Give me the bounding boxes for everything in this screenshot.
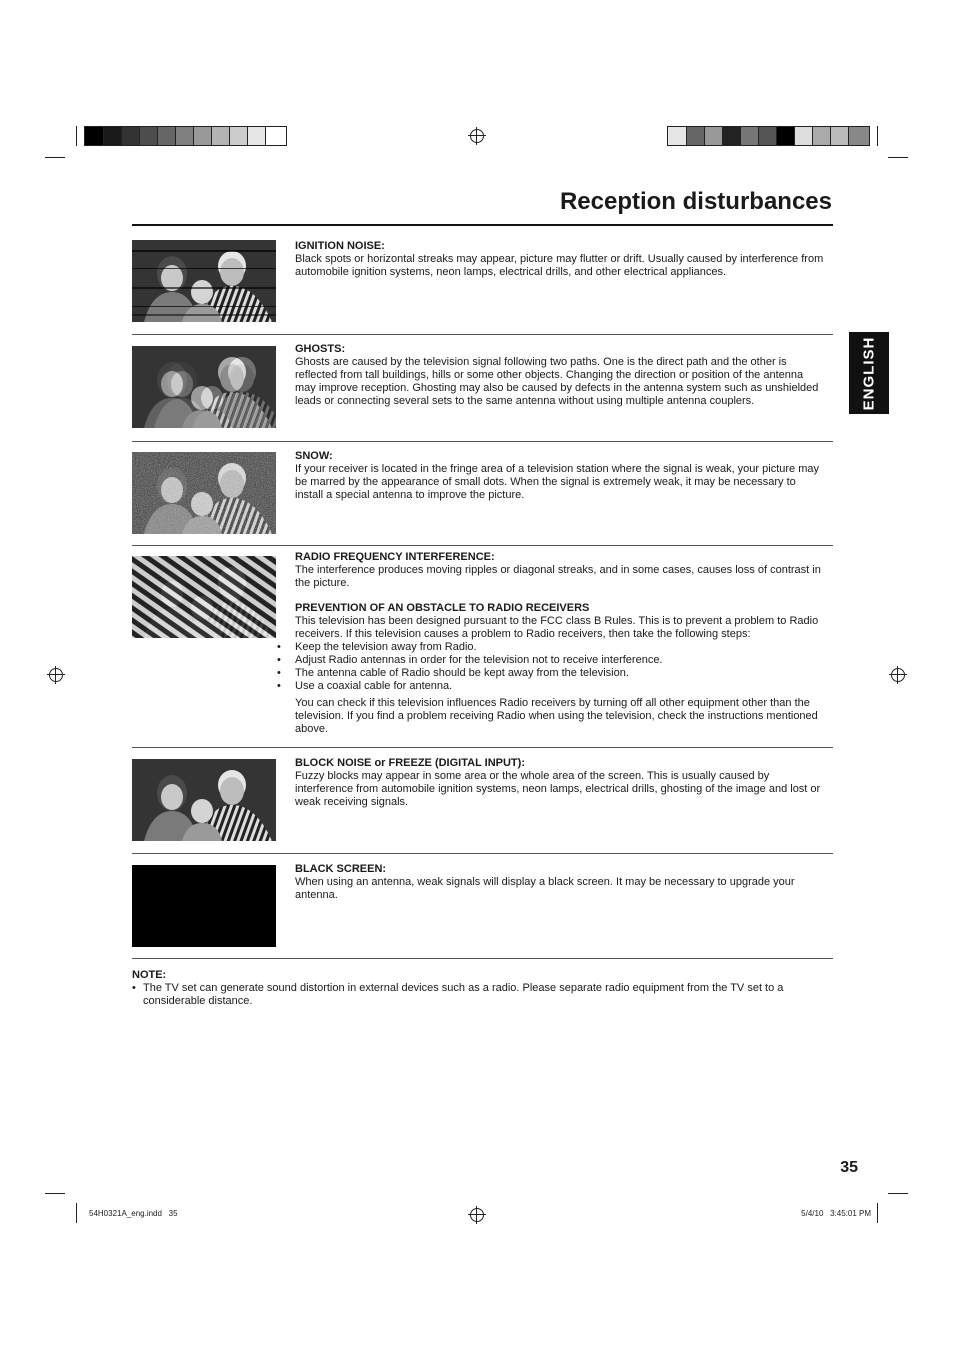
section-heading: IGNITION NOISE: [295,240,385,252]
section-radio-interference [295,551,825,736]
note-block [132,969,832,1008]
note-item: • The TV set can generate sound distortion in external devices such as a radio. Please separate radio equipment from the TV set to a considerable distance. [132,982,832,1008]
crop-mark [888,1193,908,1194]
list-item: • The antenna cable of Radio should be kept away from the television. [295,667,825,680]
section-body: If your receiver is located in the fringe area of a television station where the signal is weak, your picture may be marred by the appearance of small dots. When the signal is extremely weak, it may be necessary to install a special antenna to improve the picture. [295,463,819,501]
registration-mark-icon [891,668,905,682]
row-divider [132,545,833,546]
crop-mark [45,1193,65,1194]
language-tab-label: ENGLISH [860,336,878,410]
section-heading: SNOW: [295,450,333,462]
row-divider [132,334,833,335]
ghosts-picture [132,346,276,428]
crop-mark [877,126,878,146]
section-body: Ghosts are caused by the television signal following two paths. One is the direct path and the other is reflected from tall buildings, hills or some other objects. Changing the direction or position of the antenna may improve reception. Ghosting may also be caused by defects in the antenna system such as unshielded leads or connecting several sets to the same antenna without using multiple antenna couplers. [295,356,819,407]
section-heading: BLOCK NOISE or FREEZE (DIGITAL INPUT): [295,757,525,769]
title-rule [132,224,833,226]
row-divider [132,958,833,959]
list-item: • Use a coaxial cable for antenna. [295,680,825,693]
crop-mark [76,126,77,146]
crop-mark [888,157,908,158]
radio-interference-picture [132,556,276,638]
closing-paragraph: You can check if this television influences Radio receivers by turning off all other equipment other than the television. If you find a problem receiving Radio when using the television, check the instructions mentioned above. [295,697,818,735]
section-body: The interference produces moving ripples or diagonal streaks, and in some cases, causes loss of contrast in the picture. [295,564,821,589]
section-black-screen [295,863,825,902]
color-bar-right [667,126,870,146]
row-divider [132,747,833,748]
list-item: • Adjust Radio antennas in order for the television not to receive interference. [295,654,825,667]
page-number: 35 [840,1159,858,1176]
sub-heading: PREVENTION OF AN OBSTACLE TO RADIO RECEIVERS [295,602,590,614]
footer-file-name: 54H0321A_eng.indd 35 [89,1209,178,1218]
language-tab [849,332,889,414]
registration-mark-icon [470,129,484,143]
crop-mark [76,1203,77,1223]
page-title: Reception disturbances [559,188,832,215]
section-snow [295,450,825,502]
ignition-noise-picture [132,240,276,322]
snow-picture [132,452,276,534]
black-screen-picture [132,865,276,947]
crop-mark [45,157,65,158]
crop-mark [877,1203,878,1223]
section-heading: GHOSTS: [295,343,346,355]
section-block-noise [295,757,825,809]
row-divider [132,853,833,854]
block-noise-picture [132,759,276,841]
section-heading: BLACK SCREEN: [295,863,387,875]
section-body: Black spots or horizontal streaks may appear, picture may flutter or drift. Usually caused by interference from automobile ignition systems, neon lamps, electrical drills, and other electrical appliances. [295,253,824,278]
steps-list [295,641,825,693]
section-body: When using an antenna, weak signals will display a black screen. It may be necessary to upgrade your antenna. [295,876,795,901]
row-divider [132,441,833,442]
sub-body: This television has been designed pursuant to the FCC class B Rules. This is to prevent a problem to Radio receivers. If this television causes a problem to Radio receivers, then take the following steps: [295,615,819,640]
color-bar-left [84,126,287,146]
note-heading: NOTE: [132,969,167,981]
list-item: • Keep the television away from Radio. [295,641,825,654]
section-body: Fuzzy blocks may appear in some area or the whole area of the screen. This is usually caused by interference from automobile ignition systems, neon lamps, electrical drills, ghosting of the image and lost or weak receiving signals. [295,770,821,808]
footer-timestamp: 5/4/10 3:45:01 PM [801,1209,871,1218]
section-ghosts [295,343,825,408]
registration-mark-icon [470,1208,484,1222]
section-heading: RADIO FREQUENCY INTERFERENCE: [295,551,495,563]
section-ignition-noise [295,240,825,279]
registration-mark-icon [49,668,63,682]
